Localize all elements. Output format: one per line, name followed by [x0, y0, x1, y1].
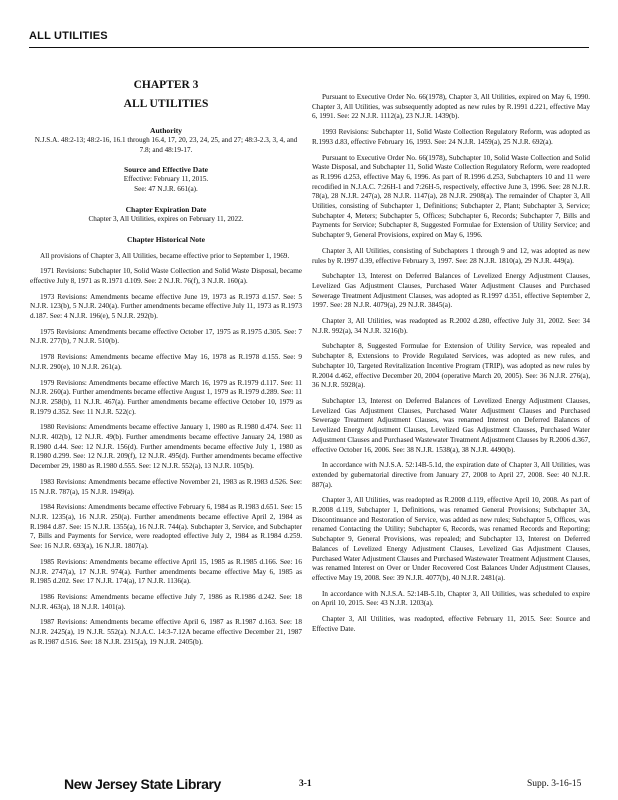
history-paragraph: 1978 Revisions: Amendments became effective May 16, 1978 as R.1978 d.155. See: 9 N.J.R. 290(e), 10 N.J.R. 261(a). — [30, 353, 302, 371]
history-paragraph: Chapter 3, All Utilities, was readopted, effective February 11, 2015. See: Source and Effective Date. — [312, 615, 590, 633]
authority-heading: Authority — [149, 126, 183, 135]
library-watermark: New Jersey State Library — [64, 776, 221, 792]
header-rule — [29, 47, 589, 48]
history-paragraph: 1985 Revisions: Amendments became effective April 15, 1985 as R.1985 d.166. See: 16 N.J.R. 2747(a), 17 N.J.R. 974(a). Further amendments became effective May 6, 1985 as R.1985 d.202. See: 17 N.J.R. 174(a), 17 N.J.R. 1136(a). — [30, 557, 302, 586]
history-paragraph: Subchapter 13, Interest on Deferred Balances of Levelized Energy Adjustment Clauses, Levelized Gas Adjustment Clauses, Purchased Water Adjustment Clauses and Purchased Sewerage Treatment Adjustment Clauses, was adopted as R.1997 d.351, effective September 2, 1997. See: 28 N.J.R. 4079(a), 29 N.J.R. 3845(a). — [312, 272, 590, 310]
history-paragraph: 1983 Revisions: Amendments became effective November 21, 1983 as R.1983 d.526. See: 15 N.J.R. 787(a), 15 N.J.R. 1949(a). — [30, 477, 302, 496]
history-heading: Chapter Historical Note — [127, 234, 205, 244]
history-paragraph: 1975 Revisions: Amendments became effective October 17, 1975 as R.1975 d.305. See: 7 N.J.R. 277(b), 7 N.J.R. 510(b). — [30, 327, 302, 346]
right-column — [312, 93, 590, 640]
history-paragraph: Chapter 3, All Utilities, was readopted as R.2002 d.280, effective July 31, 2002. See: 34 N.J.R. 992(a), 34 N.J.R. 3216(b). — [312, 317, 590, 335]
chapter-name: ALL UTILITIES — [123, 98, 209, 110]
history-paragraph: Pursuant to Executive Order No. 66(1978), Chapter 3, All Utilities, expired on May 6, 1990. Chapter 3, All Utilities, was subsequently adopted as new rules by R.1991 d.221, effective May 6, 1991. See: 22 N.J.R. 1112(a), 23 N.J.R. 1439(b). — [312, 93, 590, 121]
history-paragraph: 1986 Revisions: Amendments became effective July 7, 1986 as R.1986 d.242. See: 18 N.J.R. 463(a), 18 N.J.R. 1401(a). — [30, 592, 302, 611]
history-paragraph: In accordance with N.J.S.A. 52:14B-5.1d, the expiration date of Chapter 3, All Utilities, was extended by gubernatorial directive from January 27, 2008 to April 27, 2008. See: 40 N.J.R. 887(a). — [312, 461, 590, 489]
running-header: ALL UTILITIES — [29, 30, 108, 42]
history-paragraph: 1984 Revisions: Amendments became effective February 6, 1984 as R.1983 d.651. See: 15 N.J.R. 1235(a), 16 N.J.R. 250(a). Further amendments became effective April 2, 1984 as R.1984 d.87. See: 15 N.J.R. 1355(a), 16 N.J.R. 744(a). Subchapter 3, Service, and Subchapter 7, Bills and Payments for Service, were readopted effective July 2, 1984 as R.1984 d.259. See: 16 N.J.R. 693(a), 16 N.J.R. 1807(a). — [30, 503, 302, 551]
history-paragraph: Subchapter 13, Interest on Deferred Balances of Levelized Energy Adjustment Clauses, Levelized Gas Adjustment Clauses, Purchased Water Adjustment Clauses and Purchased Sewerage Treatment Adjustment Clauses, was renamed Interest on Deferred Balances of Levelized Energy Adjustment Clauses, Levelized Gas Adjustment Clauses, Purchased Water Adjustment Clauses and Purchased Wastewater Treatment Adjustment Clauses by R.2006 d.367, effective October 16, 2006. See: 38 N.J.R. 1538(a), 38 N.J.R. 4490(b). — [312, 396, 590, 454]
history-paragraph: 1987 Revisions: Amendments became effective April 6, 1987 as R.1987 d.163. See: 18 N.J.R. 2425(a), 19 N.J.R. 552(a). N.J.A.C. 14:3-7.12A became effective December 21, 1987 as R.1987 d.516. See: 18 N.J.R. 2315(a), 19 N.J.R. 2405(b). — [30, 618, 302, 646]
source-heading: Source and Effective Date — [123, 165, 208, 175]
history-paragraph: Chapter 3, All Utilities, consisting of Subchapters 1 through 9 and 12, was adopted as new rules by R.1997 d.39, effective February 3, 1997. See: 28 N.J.R. 1810(a), 29 N.J.R. 449(a). — [312, 246, 590, 265]
authority-text: N.J.S.A. 48:2-13; 48:2-16, 16.1 through 16.4, 17, 20, 23, 24, 25, and 27; 48:3-2.3, 3, 4, and 7.8; and 48:19-17. — [34, 136, 298, 154]
history-paragraph: 1980 Revisions: Amendments became effective January 1, 1980 as R.1980 d.474. See: 11 N.J.R. 402(b), 12 N.J.R. 49(b). Further amendments became effective January 24, 1980 as R.1980 d.44. See: 12 N.J.R. 156(d). Further amendments became effective July 1, 1980 as R.1980 d.299. See: 12 N.J.R. 209(f), 12 N.J.R. 495(d). Further amendments became effective December 29, 1980 as R.1980 d.555. See: 12 N.J.R. 552(a), 13 N.J.R. 105(b). — [30, 423, 302, 471]
history-paragraph: Chapter 3, All Utilities, was readopted as R.2008 d.119, effective April 10, 2008. As part of R.2008 d.119, Subchapter 1, Definitions, was renamed General Provisions; Subchapter 3A, Discontinuance and Restoration of Service, was added as new rules; Subchapter 5, Offices, was renamed Contacting the Utility; Subchapter 6, Records, was renamed Records and Reporting; Subchapter 9, General Provisions, was repealed; and Subchapter 13, Interest on Deferred Balances of Levelized Energy Adjustment Clauses, Levelized Gas Adjustment Clauses, Purchased Water Adjustment Clauses and Purchased Wastewater Treatment Adjustment Clauses, was renamed Interest on Over or Under Recovered Cost Balances Under Adjustment Clauses, effective May 19, 2008. See: 39 N.J.R. 4077(b), 40 N.J.R. 2481(a). — [312, 496, 590, 582]
expiration-text: Chapter 3, All Utilities, expires on February 11, 2022. — [88, 214, 244, 223]
history-paragraph: 1971 Revisions: Subchapter 10, Solid Waste Collection and Solid Waste Disposal, became effective July 8, 1971 as R.1971 d.109. See: 2 N.J.R. 76(f), 3 N.J.R. 160(a). — [30, 267, 302, 285]
left-column — [30, 78, 302, 653]
source-citation: See: 47 N.J.R. 661(a). — [134, 185, 198, 194]
history-paragraph: Pursuant to Executive Order No. 66(1978), Subchapter 10, Solid Waste Collection and Solid Waste Disposal, and Subchapter 11, Solid Waste Collection Regulatory Reform, were readopted as R.1996 d.253, effective May 6, 1996. As part of R.1996 d.253, Subchapters 10 and 11 were recodified in N.J.A.C. 7:26H-1 and 7:26H-5, respectively, effective June 3, 1996. See: 28 N.J.R. 78(a), 28 N.J.R. 247(a), 28 N.J.R. 1147(a), 28 N.J.R. 2908(a). The remainder of Chapter 3, All Utilities, consisting of Subchapter 1, Definitions; Subchapter 2, Plant; Subchapter 3, Service; Subchapter 4, Meters; Subchapter 5, Offices; Subchapter 6, Records; Subchapter 7, Bills and Payments for Service; Subchapter 8, Suggested Formulae for Extension of Utility Service; and Subchapter 9, General Provisions, expired on May 6, 1996. — [312, 153, 590, 240]
history-paragraph: 1993 Revisions: Subchapter 11, Solid Waste Collection Regulatory Reform, was adopted as R.1993 d.83, effective February 16, 1993. See: 24 N.J.R. 1459(a), 25 N.J.R. 692(a). — [312, 128, 590, 146]
chapter-number: CHAPTER 3 — [133, 79, 199, 91]
history-paragraph: 1979 Revisions: Amendments became effective March 16, 1979 as R.1979 d.117. See: 11 N.J.R. 260(a). Further amendments became effective August 1, 1979 as R.1979 d.289. See: 11 N.J.R. 258(b), 11 N.J.R. 467(a). Further amendments became effective October 10, 1979 as R.1979 d.352. See: 11 N.J.R. 522(c). — [30, 378, 302, 416]
supplement-date: Supp. 3-16-15 — [527, 779, 582, 789]
expiration-heading: Chapter Expiration Date — [125, 204, 207, 214]
page-number: 3-1 — [299, 779, 312, 789]
history-paragraph: 1973 Revisions: Amendments became effective June 19, 1973 as R.1973 d.157. See: 5 N.J.R. 123(b), 5 N.J.R. 240(a). Further amendments became effective July 11, 1973 as R.1973 d.187. See: 4 N.J.R. 196(e), 5 N.J.R. 292(b). — [30, 292, 302, 321]
history-paragraph: Subchapter 8, Suggested Formulae for Extension of Utility Service, was repealed and Subchapter 8, Extensions to Provide Regulated Services, was adopted as new rules, and Subchapter 10, Targeted Revitalization Incentive Program (TRIP), was adopted as new rules by R.2004 d.462, effective December 20, 2004 (operative March 20, 2005). See: 36 N.J.R. 276(a), 36 N.J.R. 5928(a). — [312, 342, 590, 390]
source-effective: Effective: February 11, 2015. — [123, 175, 209, 184]
history-paragraph: In accordance with N.J.S.A. 52:14B-5.1b, Chapter 3, All Utilities, was scheduled to expire on April 10, 2015. See: 43 N.J.R. 1203(a). — [312, 589, 590, 608]
history-paragraph: All provisions of Chapter 3, All Utilities, became effective prior to September 1, 1969. — [40, 251, 290, 260]
